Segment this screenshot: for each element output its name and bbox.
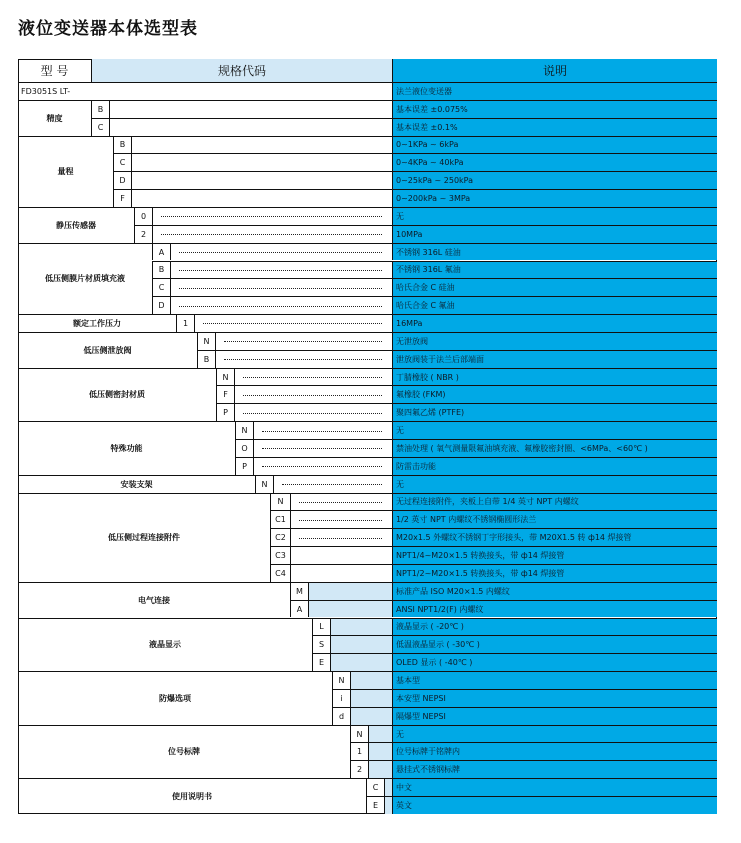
option-description: 无过程连接附件，夹板上自带 1/4 英寸 NPT 内螺纹 (392, 493, 717, 511)
code-filler (170, 261, 392, 279)
leader-dots (179, 306, 382, 307)
leader-dots (179, 252, 382, 253)
option-description: 无 (392, 725, 717, 743)
leader-dots (224, 359, 382, 360)
option-description: 0~1KPa ~ 6kPa (392, 136, 717, 154)
option-code: A (152, 243, 170, 261)
leader-dots (243, 413, 382, 414)
option-description: 基本误差 ±0.1% (392, 118, 717, 136)
option-description: OLED 显示 ( -40℃ ) (392, 653, 717, 671)
leader-dots (299, 502, 382, 503)
option-description: 10MPa (392, 225, 717, 243)
page-title: 液位变送器本体选型表 (18, 19, 198, 39)
option-code: N (235, 421, 253, 439)
option-code: C (366, 778, 384, 796)
option-code: L (312, 618, 330, 636)
group-label: 电气连接 (18, 582, 290, 618)
option-code: B (91, 100, 109, 118)
option-code: C (91, 118, 109, 136)
code-filler (330, 653, 392, 671)
code-filler (131, 136, 392, 154)
option-description: 基本型 (392, 671, 717, 689)
code-filler (194, 314, 392, 332)
option-code: 1 (176, 314, 194, 332)
option-description: 基本误差 ±0.075% (392, 100, 717, 118)
option-description: M20x1.5 外螺纹不锈钢丁字形接头，带 M20X1.5 转 ф14 焊接管 (392, 528, 717, 546)
code-filler (170, 243, 392, 261)
option-description: 0~25kPa ~ 250kPa (392, 171, 717, 189)
code-filler (131, 153, 392, 171)
group-label: 防爆选项 (18, 671, 332, 725)
leader-dots (243, 395, 382, 396)
option-description: 无 (392, 421, 717, 439)
option-description: 标准产品 ISO M20×1.5 内螺纹 (392, 582, 717, 600)
option-code: C1 (270, 510, 290, 528)
option-description: NPT1/4~M20×1.5 转换接头，带 ф14 焊接管 (392, 546, 717, 564)
leader-dots (282, 484, 382, 485)
code-filler (350, 689, 392, 707)
option-description: 液晶显示 ( -20℃ ) (392, 618, 717, 636)
leader-dots (203, 323, 382, 324)
code-filler (273, 475, 392, 493)
code-filler (330, 635, 392, 653)
option-code: P (216, 403, 234, 421)
code-filler (290, 493, 392, 511)
option-description: 不锈钢 316L 氟油 (392, 261, 717, 279)
option-description: 隔爆型 NEPSI (392, 707, 717, 725)
group-label: 特殊功能 (18, 421, 235, 475)
option-code: d (332, 707, 350, 725)
option-code: 0 (134, 207, 152, 225)
code-filler (350, 671, 392, 689)
leader-dots (243, 377, 382, 378)
group-label: 静压传感器 (18, 207, 134, 243)
option-description: 防雷击功能 (392, 457, 717, 475)
code-filler (368, 725, 392, 743)
option-description: 无 (392, 207, 717, 225)
code-filler (290, 564, 392, 582)
leader-dots (262, 431, 382, 432)
option-description: 本安型 NEPSI (392, 689, 717, 707)
option-code: O (235, 439, 253, 457)
base-model: FD3051S LT- (18, 82, 392, 100)
code-filler (384, 778, 392, 796)
code-filler (330, 618, 392, 636)
leader-dots (224, 341, 382, 342)
option-code: B (113, 136, 131, 154)
group-label: 额定工作压力 (18, 314, 176, 332)
option-code: N (197, 332, 215, 350)
option-description: 不锈钢 316L 硅油 (392, 243, 717, 261)
option-description: 0~4KPa ~ 40kPa (392, 153, 717, 171)
option-code: F (216, 385, 234, 403)
option-code: B (197, 350, 215, 368)
option-code: E (312, 653, 330, 671)
code-filler (215, 332, 392, 350)
option-code: E (366, 796, 384, 814)
option-description: 丁腈橡胶 ( NBR ) (392, 368, 717, 386)
code-filler (109, 118, 392, 136)
option-description: 0~200kPa ~ 3MPa (392, 189, 717, 207)
option-description: 禁油处理 ( 氧气测量限氟油填充液、氟橡胶密封圈、<6MPa、<60℃ ) (392, 439, 717, 457)
option-description: 无泄放阀 (392, 332, 717, 350)
code-filler (152, 225, 392, 243)
option-description: 悬挂式不锈钢标牌 (392, 760, 717, 778)
leader-dots (179, 270, 382, 271)
code-filler (290, 510, 392, 528)
option-description: 无 (392, 475, 717, 493)
leader-dots (179, 288, 382, 289)
code-filler (253, 421, 392, 439)
code-filler (234, 403, 392, 421)
option-code: B (152, 261, 170, 279)
leader-dots (161, 234, 382, 235)
option-code: N (332, 671, 350, 689)
code-filler (131, 171, 392, 189)
code-filler (109, 100, 392, 118)
group-label: 低压侧密封材质 (18, 368, 216, 422)
base-description: 法兰液位变送器 (392, 82, 717, 100)
option-code: S (312, 635, 330, 653)
code-filler (308, 582, 392, 600)
option-code: C4 (270, 564, 290, 582)
option-code: A (290, 600, 308, 618)
leader-dots (262, 466, 382, 467)
leader-dots (161, 216, 382, 217)
option-code: F (113, 189, 131, 207)
option-code: C (113, 153, 131, 171)
code-filler (290, 528, 392, 546)
option-code: C (152, 278, 170, 296)
group-label: 量程 (18, 136, 113, 207)
code-filler (368, 742, 392, 760)
code-filler (215, 350, 392, 368)
option-code: N (216, 368, 234, 386)
leader-dots (299, 538, 382, 539)
code-filler (253, 439, 392, 457)
group-label: 低压侧膜片材质填充液 (18, 243, 152, 314)
option-code: P (235, 457, 253, 475)
option-code: D (113, 171, 131, 189)
option-description: 哈氏合金 C 硅油 (392, 278, 717, 296)
code-filler (152, 207, 392, 225)
option-code: 2 (134, 225, 152, 243)
option-description: 泄放阀装于法兰后部端面 (392, 350, 717, 368)
code-filler (384, 796, 392, 814)
leader-dots (299, 520, 382, 521)
group-label: 安装支架 (18, 475, 255, 493)
header-model: 型 号 (40, 64, 69, 78)
option-description: 英文 (392, 796, 717, 814)
group-label: 低压侧过程连接附件 (18, 493, 270, 582)
option-code: C2 (270, 528, 290, 546)
option-description: 1/2 英寸 NPT 内螺纹不锈钢椭圆形法兰 (392, 510, 717, 528)
code-filler (131, 189, 392, 207)
option-description: NPT1/2~M20×1.5 转换接头，带 ф14 焊接管 (392, 564, 717, 582)
group-label: 液晶显示 (18, 618, 312, 672)
option-description: ANSI NPT1/2(F) 内螺纹 (392, 600, 717, 618)
option-description: 16MPa (392, 314, 717, 332)
code-filler (308, 600, 392, 618)
leader-dots (262, 448, 382, 449)
group-label: 精度 (18, 100, 91, 136)
group-label: 使用说明书 (18, 778, 366, 814)
code-filler (170, 296, 392, 314)
group-label: 位号标牌 (18, 725, 350, 779)
option-description: 聚四氟乙烯 (PTFE) (392, 403, 717, 421)
option-description: 低温液晶显示 ( -30℃ ) (392, 635, 717, 653)
group-label: 低压侧泄放阀 (18, 332, 197, 368)
option-description: 氟橡胶 (FKM) (392, 385, 717, 403)
option-code: C3 (270, 546, 290, 564)
option-description: 中文 (392, 778, 717, 796)
option-code: 2 (350, 760, 368, 778)
code-filler (368, 760, 392, 778)
option-code: N (255, 475, 273, 493)
option-description: 哈氏合金 C 氟油 (392, 296, 717, 314)
header-spec-code: 规格代码 (91, 59, 392, 82)
option-code: N (270, 493, 290, 511)
option-code: M (290, 582, 308, 600)
code-filler (234, 385, 392, 403)
option-code: D (152, 296, 170, 314)
code-filler (234, 368, 392, 386)
option-description: 位号标牌于铭牌内 (392, 742, 717, 760)
code-filler (350, 707, 392, 725)
option-code: i (332, 689, 350, 707)
code-filler (253, 457, 392, 475)
option-code: 1 (350, 742, 368, 760)
option-code: N (350, 725, 368, 743)
code-filler (290, 546, 392, 564)
header-description: 说明 (392, 59, 717, 82)
code-filler (170, 278, 392, 296)
